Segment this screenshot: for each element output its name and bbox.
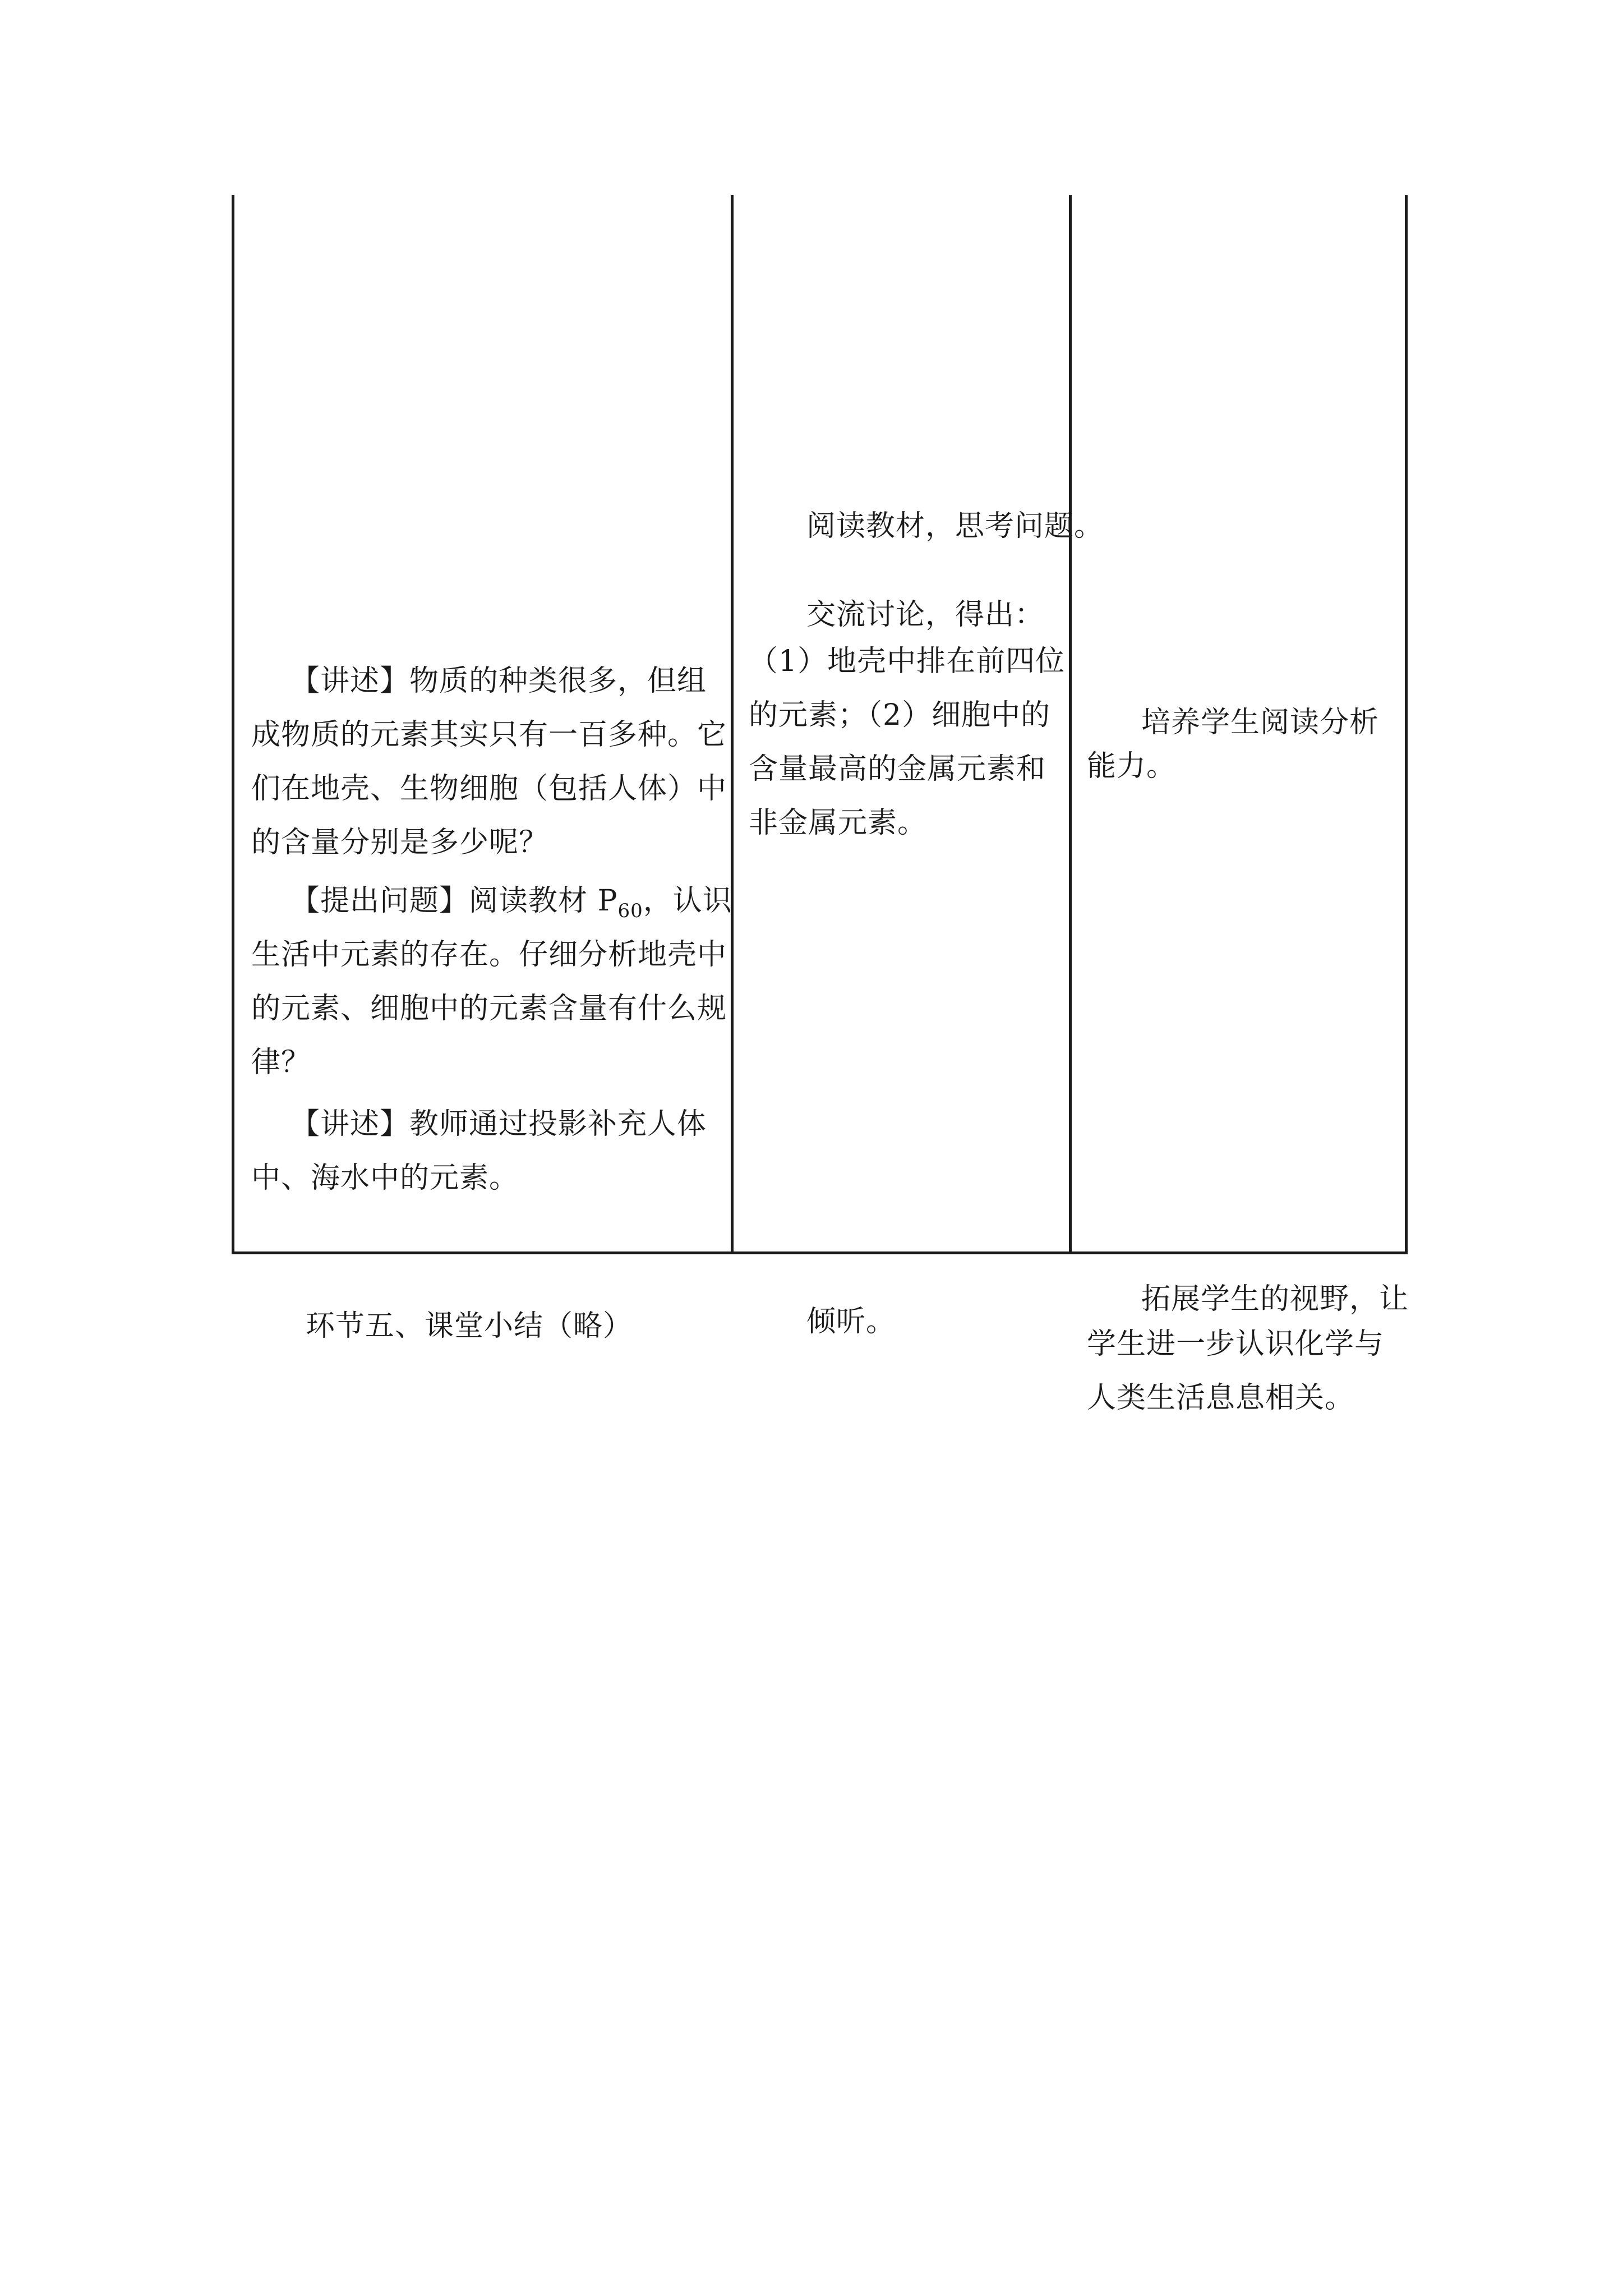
text-line: 的含量分别是多少呢？ [251, 826, 549, 859]
teacher-activity-question-body [251, 928, 727, 1089]
text-line: 含量最高的金属元素和 [749, 752, 1046, 786]
question-suffix: ，认识 [643, 884, 732, 918]
teacher-activity-lecture-2-body [251, 1151, 519, 1205]
text-line: 拓展学生的视野，让 [1141, 1282, 1409, 1316]
text-line: 人类生活息息相关。 [1087, 1381, 1355, 1415]
text-line: 中、海水中的元素。 [251, 1161, 519, 1195]
text-line: 的元素；（2）细胞中的 [749, 698, 1051, 732]
student-activity-listen [806, 1295, 896, 1349]
student-activity-read [806, 499, 1104, 553]
student-activity-discuss-body [749, 634, 1065, 850]
text-line: 的元素、细胞中的元素含量有什么规 [251, 992, 727, 1025]
teacher-activity-question [291, 874, 732, 928]
column-divider-2 [1069, 195, 1072, 1251]
design-intent-reading-body [1087, 739, 1176, 793]
text-line: 【讲述】教师通过投影补充人体 [291, 1107, 707, 1141]
section-heading: 环节五、课堂小结（略） [306, 1309, 633, 1343]
page-subscript: 60 [617, 900, 643, 922]
text-line: 【讲述】物质的种类很多，但组 [291, 664, 707, 698]
text-line: 能力。 [1087, 749, 1177, 783]
text-line: 学生进一步认识化学与 [1087, 1327, 1385, 1361]
text-line: 律？ [251, 1046, 311, 1079]
text-line: （1）地壳中排在前四位 [749, 645, 1066, 678]
teacher-activity-lecture-2 [291, 1097, 707, 1151]
text-line: 培养学生阅读分析 [1141, 706, 1380, 739]
design-intent-horizon-body [1087, 1317, 1384, 1425]
text-line [291, 874, 732, 928]
teacher-activity-lecture-1 [291, 654, 707, 708]
text-line: 非金属元素。 [749, 806, 928, 840]
text-line: 倾听。 [806, 1305, 896, 1338]
text-line: 生活中元素的存在。仔细分析地壳中 [251, 938, 727, 972]
design-intent-reading [1141, 696, 1379, 749]
text-line: 成物质的元素其实只有一百多种。它 [251, 718, 727, 752]
column-divider-1 [731, 195, 734, 1251]
teacher-activity-lecture-1-body [251, 708, 727, 869]
question-prefix: 【提出问题】阅读教材 P [291, 884, 618, 918]
student-activity-discuss [806, 588, 1044, 642]
text-line: 们在地壳、生物细胞（包括人体）中 [251, 772, 727, 806]
text-line: 交流讨论，得出： [806, 598, 1045, 632]
text-line: 阅读教材，思考问题。 [806, 509, 1104, 543]
